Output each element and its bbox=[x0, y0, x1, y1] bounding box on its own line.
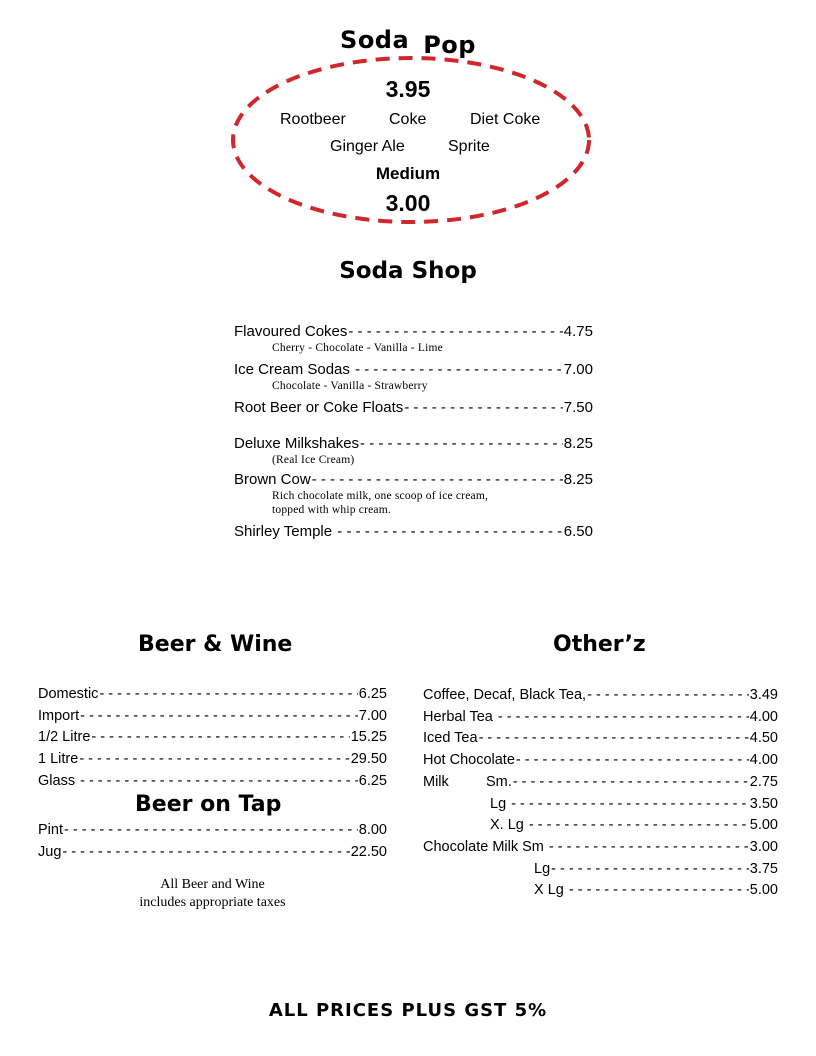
menu-item bbox=[234, 471, 593, 489]
item-name: Ice Cream Sodas bbox=[234, 361, 355, 378]
leader-dashes bbox=[551, 859, 749, 881]
item-size: Sm. bbox=[486, 773, 512, 790]
leader-dashes bbox=[516, 750, 749, 772]
flavor-rootbeer: Rootbeer bbox=[280, 111, 346, 128]
leader-dashes bbox=[80, 771, 358, 793]
item-description: Rich chocolate milk, one scoop of ice cream, topped with whip cream. bbox=[272, 490, 489, 516]
item-name: 1 Litre bbox=[38, 751, 79, 768]
leader-dashes bbox=[511, 794, 749, 816]
gst-footer: ALL PRICES PLUS GST 5% bbox=[268, 1000, 548, 1021]
leader-dashes bbox=[479, 728, 749, 750]
menu-item bbox=[234, 523, 593, 541]
note-line: All Beer and Wine bbox=[160, 877, 265, 892]
item-size: Lg bbox=[490, 795, 511, 812]
item-name: Milk bbox=[423, 773, 449, 790]
leader-dashes bbox=[99, 684, 357, 706]
menu-item bbox=[234, 361, 593, 379]
item-name: 1/2 Litre bbox=[38, 729, 91, 746]
beer-on-tap-menu bbox=[38, 820, 387, 863]
item-size: X Lg bbox=[534, 882, 568, 899]
item-price: 6.50 bbox=[563, 523, 593, 540]
menu-item bbox=[234, 399, 593, 417]
menu-item bbox=[38, 749, 387, 771]
soda-shop-title: Soda Shop bbox=[339, 258, 477, 284]
item-price: 2.75 bbox=[749, 773, 778, 790]
leader-dashes bbox=[355, 361, 563, 379]
leader-dashes bbox=[529, 815, 749, 837]
item-price: 6.25 bbox=[358, 772, 387, 789]
menu-item bbox=[423, 707, 778, 729]
item-name: Flavoured Cokes bbox=[234, 323, 348, 340]
soda-pop-title-word1: Soda bbox=[340, 26, 410, 54]
item-name: Deluxe Milkshakes bbox=[234, 435, 360, 452]
soda-pop-title-word2: Pop bbox=[423, 31, 476, 59]
item-name: Pint bbox=[38, 822, 63, 838]
leader-dashes bbox=[587, 685, 749, 707]
leader-dashes bbox=[64, 820, 358, 842]
item-name: Chocolate Milk Sm bbox=[423, 838, 548, 855]
beer-wine-title: Beer & Wine bbox=[138, 632, 293, 657]
leader-dashes bbox=[91, 727, 349, 749]
menu-item bbox=[423, 772, 778, 794]
item-price: 6.25 bbox=[358, 686, 387, 702]
leader-dashes bbox=[348, 323, 562, 341]
item-price: 4.00 bbox=[749, 708, 778, 725]
item-price: 5.00 bbox=[749, 882, 778, 899]
item-name: Import bbox=[38, 707, 80, 724]
item-price: 4.75 bbox=[563, 323, 593, 340]
menu-item bbox=[38, 684, 387, 706]
leader-dashes bbox=[80, 706, 358, 728]
item-name: Hot Chocolate bbox=[423, 752, 515, 769]
leader-dashes bbox=[62, 842, 349, 864]
beer-on-tap-title: Beer on Tap bbox=[135, 792, 282, 817]
flavor-ginger-ale: Ginger Ale bbox=[330, 138, 405, 155]
menu-item bbox=[38, 706, 387, 728]
flavor-coke: Coke bbox=[389, 111, 427, 128]
soda-pop-price-medium: 3.00 bbox=[385, 190, 431, 216]
item-price: 3.49 bbox=[749, 687, 778, 703]
flavor-sprite: Sprite bbox=[448, 138, 490, 155]
others-title: Other’z bbox=[553, 632, 646, 657]
item-price: 8.25 bbox=[563, 471, 593, 488]
beer-wine-tax-note bbox=[38, 876, 387, 912]
item-description: Chocolate - Vanilla - Strawberry bbox=[272, 380, 428, 392]
item-name: Herbal Tea bbox=[423, 708, 497, 725]
item-price: 15.25 bbox=[350, 729, 387, 746]
leader-dashes bbox=[513, 772, 749, 794]
item-price: 7.00 bbox=[358, 707, 387, 724]
leader-dashes bbox=[360, 435, 563, 453]
item-price: 5.00 bbox=[749, 817, 778, 834]
others-menu bbox=[423, 685, 778, 902]
menu-item bbox=[423, 794, 778, 816]
menu-item bbox=[423, 815, 778, 837]
leader-dashes bbox=[498, 707, 749, 729]
leader-dashes bbox=[569, 880, 749, 902]
menu-item bbox=[234, 323, 593, 341]
item-description: Cherry - Chocolate - Vanilla - Lime bbox=[272, 342, 443, 354]
item-price: 8.25 bbox=[563, 435, 593, 452]
item-price: 7.00 bbox=[563, 361, 593, 378]
leader-dashes bbox=[337, 523, 563, 541]
item-name: Glass bbox=[38, 772, 80, 789]
item-price: 7.50 bbox=[563, 399, 593, 416]
item-name: Domestic bbox=[38, 686, 99, 702]
item-size: Lg bbox=[534, 860, 551, 877]
menu-item bbox=[38, 820, 387, 842]
item-name: Root Beer or Coke Floats bbox=[234, 399, 404, 416]
item-name: Shirley Temple bbox=[234, 523, 337, 540]
menu-item bbox=[423, 880, 778, 902]
item-price: 22.50 bbox=[350, 843, 387, 860]
menu-item bbox=[423, 685, 778, 707]
beer-wine-menu bbox=[38, 684, 387, 793]
menu-item bbox=[38, 842, 387, 864]
item-price: 4.50 bbox=[749, 730, 778, 747]
item-price: 29.50 bbox=[350, 751, 387, 768]
medium-size-label: Medium bbox=[375, 164, 441, 183]
item-name: Brown Cow bbox=[234, 471, 311, 488]
item-price: 3.75 bbox=[749, 860, 778, 877]
soda-pop-title bbox=[0, 26, 816, 59]
soda-shop-menu bbox=[234, 323, 593, 541]
leader-dashes bbox=[79, 749, 349, 771]
menu-item bbox=[234, 435, 593, 453]
item-price: 3.00 bbox=[749, 838, 778, 855]
menu-item bbox=[423, 859, 778, 881]
item-price: 3.50 bbox=[749, 795, 778, 812]
soda-pop-price-large: 3.95 bbox=[385, 76, 431, 102]
menu-item bbox=[38, 771, 387, 793]
item-description: (Real Ice Cream) bbox=[272, 454, 355, 466]
leader-dashes bbox=[312, 471, 563, 489]
item-name: Jug bbox=[38, 843, 62, 860]
item-name: Iced Tea bbox=[423, 730, 478, 747]
item-price: 8.00 bbox=[358, 822, 387, 838]
item-size: X. Lg bbox=[490, 817, 528, 834]
leader-dashes bbox=[549, 837, 749, 859]
leader-dashes bbox=[404, 399, 563, 417]
menu-item bbox=[423, 750, 778, 772]
menu-item bbox=[423, 837, 778, 859]
item-price: 4.00 bbox=[749, 752, 778, 769]
menu-item bbox=[423, 728, 778, 750]
note-line: includes appropriate taxes bbox=[139, 895, 286, 910]
flavor-diet-coke: Diet Coke bbox=[470, 111, 541, 128]
menu-item bbox=[38, 727, 387, 749]
item-name: Coffee, Decaf, Black Tea, bbox=[423, 687, 587, 703]
